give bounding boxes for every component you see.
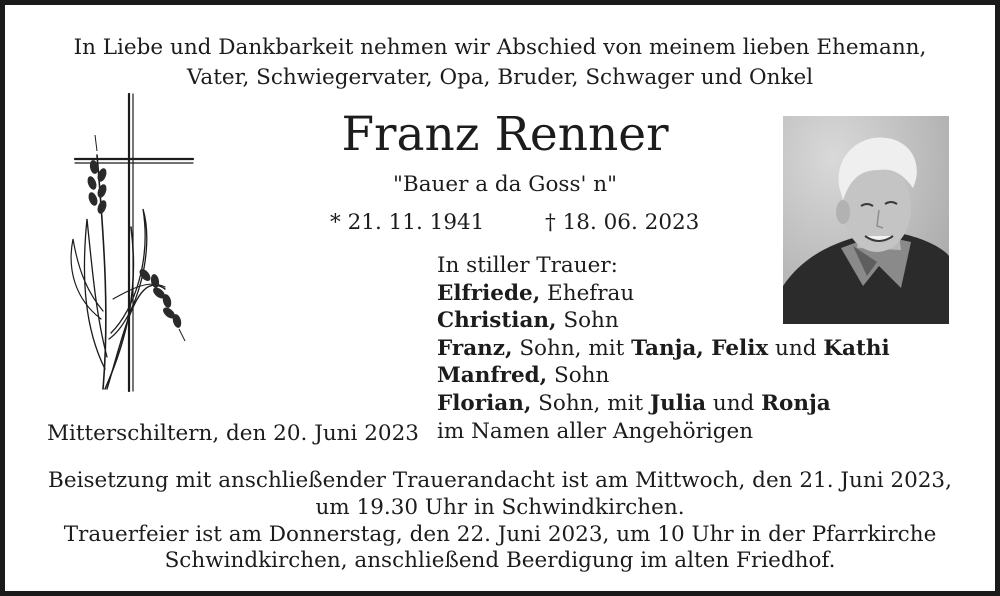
funeral-line-3: Trauerfeier ist am Donnerstag, den 22. Juni 2023, um 10 Uhr in der Pfarrkirche: [63, 521, 937, 547]
mourner-line: [437, 335, 890, 363]
mourner-relation: Sohn: [547, 363, 610, 389]
mourner-relation: und: [768, 335, 824, 361]
mourner-name: Kathi: [823, 335, 890, 361]
mourners-closing: im Namen aller Angehörigen: [437, 418, 754, 444]
mourner-name: Christian,: [437, 308, 557, 334]
mourner-name: Ronja: [761, 390, 831, 416]
intro-text: [5, 33, 995, 93]
mourner-name: Franz,: [437, 335, 513, 361]
intro-line-1: In Liebe und Dankbarkeit nehmen wir Abschied von meinem lieben Ehemann,: [73, 35, 927, 60]
mourner-name: Manfred,: [437, 363, 548, 389]
deceased-name: Franz Renner: [341, 107, 669, 162]
funeral-details: [5, 468, 995, 575]
mourner-line: [437, 362, 890, 390]
mourner-name: Florian,: [437, 390, 532, 416]
mourners-heading: In stiller Trauer:: [437, 253, 618, 278]
death-date: † 18. 06. 2023: [545, 210, 700, 235]
cross-with-wheat-icon: [65, 89, 200, 399]
mourner-relation: Sohn, mit: [512, 335, 632, 361]
deceased-nickname: "Bauer a da Goss' n": [393, 172, 617, 197]
mourner-relation: Sohn, mit: [531, 390, 650, 416]
birth-date: * 21. 11. 1941: [330, 210, 485, 235]
funeral-line-2: um 19.30 Uhr in Schwindkirchen.: [315, 494, 685, 520]
mourner-relation: und: [706, 390, 762, 416]
portrait-photo: [783, 116, 949, 324]
funeral-line-1: Beisetzung mit anschließender Trauerandacht ist am Mittwoch, den 21. Juni 2023,: [48, 468, 952, 493]
mourner-relation: Sohn: [556, 308, 619, 334]
mourner-name: Julia: [649, 390, 707, 416]
mourner-relation: Ehefrau: [540, 280, 635, 306]
mourner-line: [437, 390, 890, 418]
funeral-line-4: Schwindkirchen, anschließend Beerdigung im alten Friedhof.: [164, 548, 836, 574]
intro-line-2: Vater, Schwiegervater, Opa, Bruder, Schwager und Onkel: [186, 65, 814, 90]
place-and-date: Mitterschiltern, den 20. Juni 2023: [47, 421, 419, 446]
mourner-name: Tanja, Felix: [631, 335, 769, 361]
mourner-name: Elfriede,: [437, 280, 541, 306]
